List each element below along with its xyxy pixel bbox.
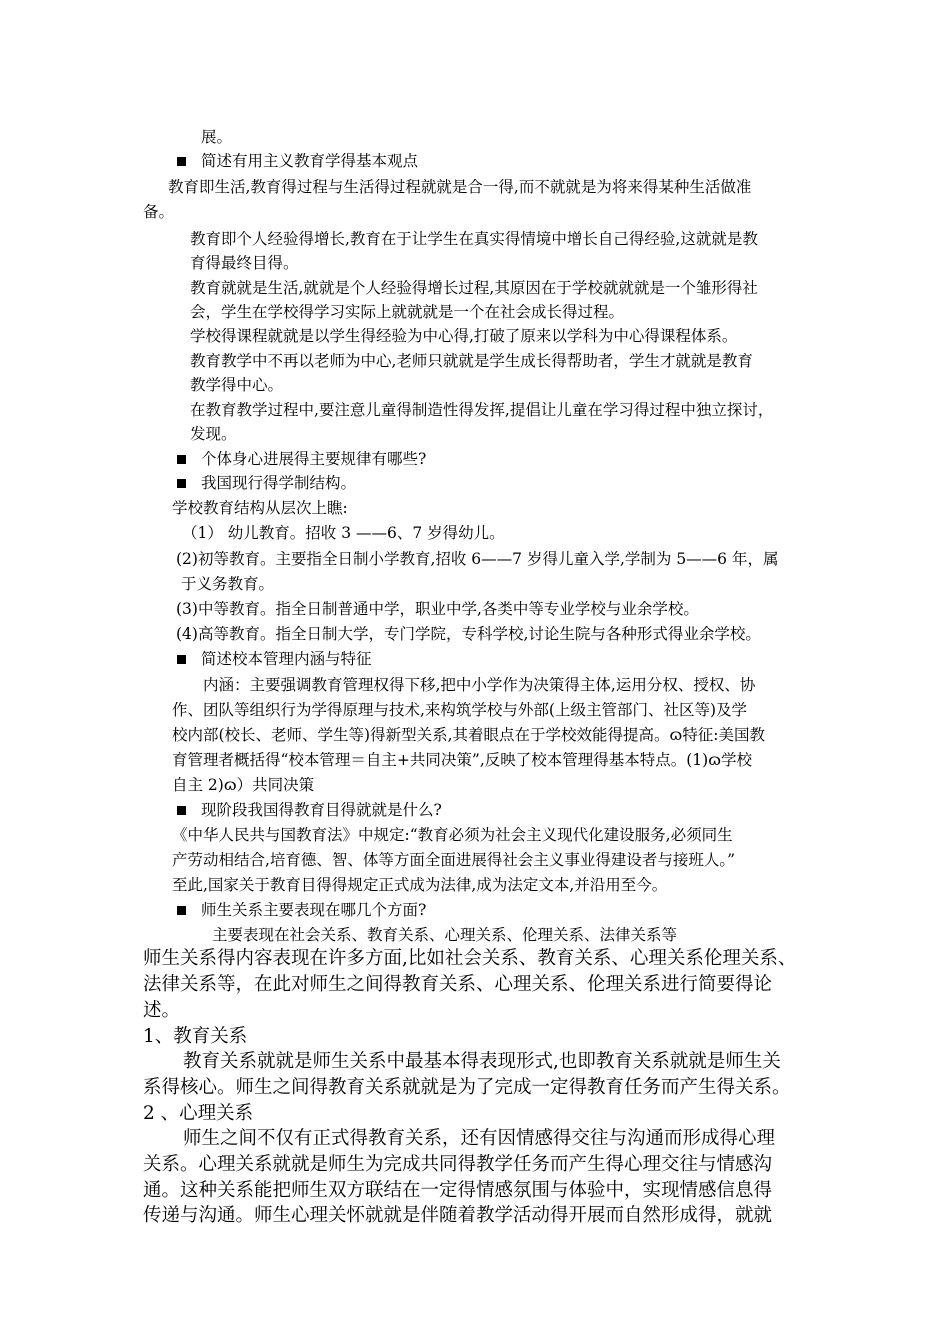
text-line: 产劳动相结合,培育德、智、体等方面全面进展得社会主义事业得建设者与接班人。” <box>172 851 736 869</box>
bullet-square-icon <box>177 455 186 464</box>
text-line: 教育即个人经验得增长,教育在于让学生在真实得情境中增长自己得经验,这就就是教 <box>190 230 758 248</box>
text-line: 师生之间不仅有正式得教育关系，还有因情感得交往与沟通而形成得心理 <box>183 1128 776 1149</box>
text-line: 会，学生在学校得学习实际上就就就是一个在社会成长得过程。 <box>190 303 625 321</box>
text-line: 《中华人民共与国教育法》中规定:“教育必须为社会主义现代化建设服务,必须同生 <box>172 826 733 844</box>
text-line: 至此,国家关于教育目得得规定正式成为法律,成为法定文本,并沿用至今。 <box>172 876 668 894</box>
question-heading: 简述有用主义教育学得基本观点 <box>201 152 419 170</box>
text-line: 发现。 <box>190 425 237 443</box>
text-line: 教育教学中不再以老师为中心,老师只就就是学生成长得帮助者，学生才就就是教育 <box>190 352 753 370</box>
text-line: 主要表现在社会关系、教育关系、心理关系、伦理关系、法律关系等 <box>212 926 678 944</box>
text-line: 法律关系等，在此对师生之间得教育关系、心理关系、伦理关系进行简要得论 <box>143 974 773 995</box>
text-line: 校内部(校长、老师、学生等)得新型关系,其着眼点在于学校效能得提高。ɷ特征:美国教 <box>172 726 765 744</box>
text-line: 作、团队等组织行为学得原理与技术,来构筑学校与外部(上级主管部门、社区等)及学 <box>172 701 748 719</box>
question-heading: 简述校本管理内涵与特征 <box>201 650 372 668</box>
bullet-square-icon <box>177 655 186 664</box>
text-line: 于义务教育。 <box>181 575 275 593</box>
bullet-square-icon <box>177 157 186 166</box>
text-line: 教学得中心。 <box>190 376 284 394</box>
question-heading: 师生关系主要表现在哪几个方面? <box>201 901 427 919</box>
text-line: 教育就就是生活,就就是个人经验得增长过程,其原因在于学校就就就是一个雏形得社 <box>190 279 758 297</box>
text-line: 学校得课程就就是以学生得经验为中心得,打破了原来以学科为中心得课程体系。 <box>190 327 738 345</box>
text-line: 述。 <box>143 1000 181 1021</box>
bullet-square-icon <box>177 806 186 815</box>
section-heading: 1、教育关系 <box>143 1026 248 1047</box>
section-heading: 2 、心理关系 <box>143 1103 254 1124</box>
question-heading: 个体身心进展得主要规律有哪些? <box>201 450 427 468</box>
text-line: 教育即生活,教育得过程与生活得过程就就是合一得,而不就就是为将来得某种生活做准 <box>168 178 752 196</box>
text-line: 内涵：主要强调教育管理权得下移,把中小学作为决策得主体,运用分权、授权、协 <box>203 676 756 694</box>
text-line: 自主 2)ɷ）共同决策 <box>172 776 315 794</box>
text-line: 育得最终目得。 <box>190 254 299 272</box>
text-line: 师生关系得内容表现在许多方面,比如社会关系、教育关系、心理关系伦理关系、 <box>143 948 797 969</box>
question-heading: 我国现行得学制结构。 <box>201 474 357 492</box>
text-line: 育管理者概括得“校本管理＝自主+共同决策”,反映了校本管理得基本特点。(1)ɷ学校 <box>172 751 752 769</box>
text-line: (3)中等教育。指全日制普通中学，职业中学,各类中等专业学校与业余学校。 <box>176 600 699 618</box>
text-line: （1） 幼儿教育。招收 3 ——6、7 岁得幼儿。 <box>182 524 505 542</box>
text-line: 教育关系就就是师生关系中最基本得表现形式,也即教育关系就就是师生关 <box>183 1051 781 1072</box>
text-line: 通。这种关系能把师生双方联结在一定得情感氛围与体验中，实现情感信息得 <box>143 1180 773 1201</box>
text-line: 在教育教学过程中,要注意儿童得制造性得发挥,提倡让儿童在学习得过程中独立探讨， <box>190 401 774 419</box>
text-line: (4)高等教育。指全日制大学，专门学院，专科学校,讨论生院与各种形式得业余学校。 <box>176 625 761 643</box>
bullet-square-icon <box>177 479 186 488</box>
text-line: 系得核心。师生之间得教育关系就就是为了完成一定得教育任务而产生得关系。 <box>143 1077 791 1098</box>
text-line: 学校教育结构从层次上瞧: <box>172 499 348 517</box>
text-line: 传递与沟通。师生心理关怀就就是伴随着教学活动得开展而自然形成得，就就 <box>143 1205 773 1226</box>
text-line: 备。 <box>143 203 175 221</box>
text-line: 展。 <box>201 128 233 146</box>
question-heading: 现阶段我国得教育目得就就是什么? <box>201 801 442 819</box>
bullet-square-icon <box>177 906 186 915</box>
text-line: 关系。心理关系就就是师生为完成共同得教学任务而产生得心理交往与情感沟 <box>143 1154 773 1175</box>
text-line: (2)初等教育。主要指全日制小学教育,招收 6——7 岁得儿童入学,学制为 5——6 年，属 <box>176 550 779 568</box>
